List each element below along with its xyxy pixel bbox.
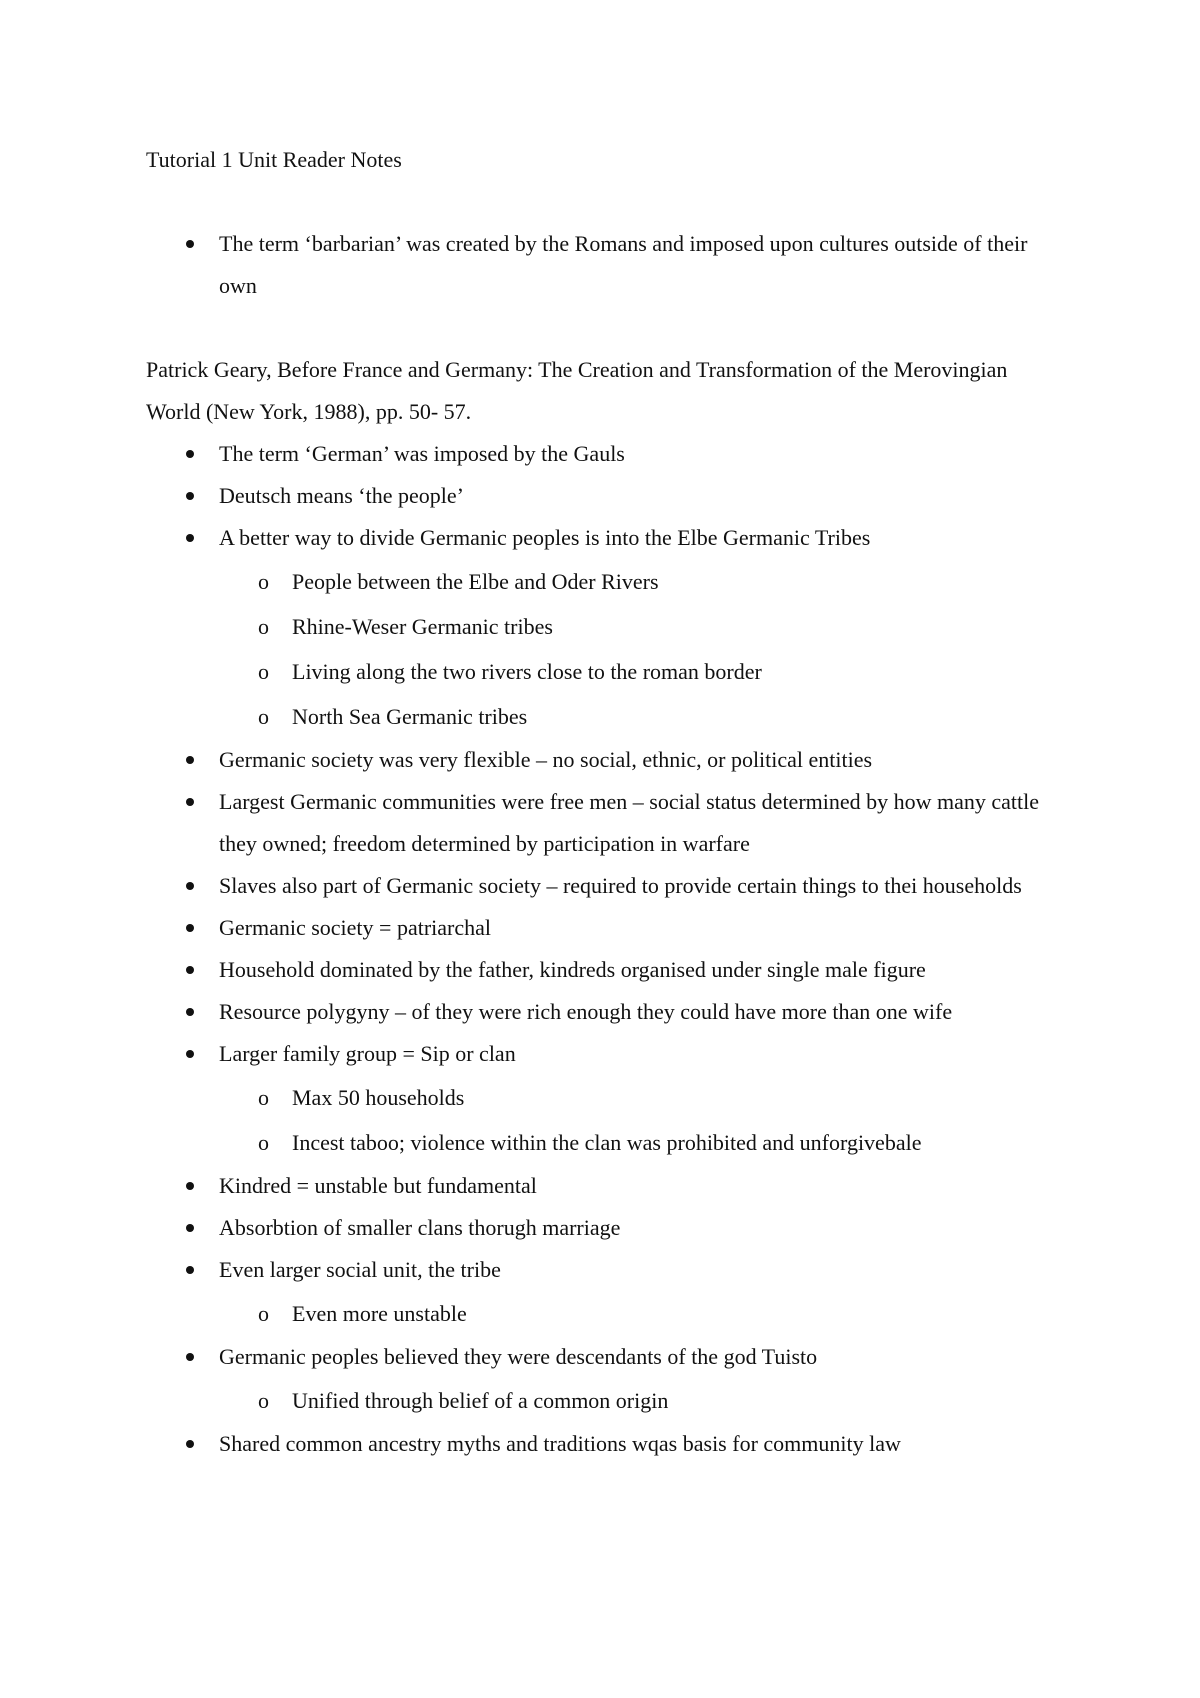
list-item: [146, 1165, 1046, 1207]
list-item-text: A better way to divide Germanic peoples is into the Elbe Germanic Tribes: [219, 525, 871, 550]
bullet-dot-icon: [186, 1050, 194, 1058]
bullet-dot-icon: [186, 1353, 194, 1361]
bullet-dot-icon: [186, 1266, 194, 1274]
sub-list-item: [219, 1378, 1046, 1423]
sub-bullet-icon: o: [258, 659, 269, 684]
list-item: [146, 517, 1046, 739]
sub-bullet-list: [219, 1291, 1046, 1336]
bullet-dot-icon: [186, 450, 194, 458]
sub-bullet-icon: o: [258, 569, 269, 594]
list-item: [146, 475, 1046, 517]
sub-bullet-icon: o: [258, 1085, 269, 1110]
sub-list-item-text: Living along the two rivers close to the roman border: [292, 659, 762, 684]
bullet-dot-icon: [186, 1440, 194, 1448]
sub-list-item: [219, 604, 1046, 649]
list-item-text: Deutsch means ‘the people’: [219, 483, 464, 508]
sub-bullet-list: [219, 1378, 1046, 1423]
bullet-dot-icon: [186, 240, 194, 248]
sub-bullet-icon: o: [258, 1388, 269, 1413]
list-item: [146, 949, 1046, 991]
bullet-dot-icon: [186, 924, 194, 932]
list-item: [146, 1033, 1046, 1165]
bullet-dot-icon: [186, 534, 194, 542]
sub-bullet-icon: o: [258, 1301, 269, 1326]
list-item-text: Germanic society was very flexible – no social, ethnic, or political entities: [219, 747, 873, 772]
bullet-dot-icon: [186, 1008, 194, 1016]
sub-bullet-icon: o: [258, 1130, 269, 1155]
sub-list-item: [219, 694, 1046, 739]
sub-list-item-text: Incest taboo; violence within the clan was prohibited and unforgivebale: [292, 1130, 922, 1155]
sub-list-item-text: Even more unstable: [292, 1301, 467, 1326]
list-item-text: Even larger social unit, the tribe: [219, 1257, 501, 1282]
list-item: [146, 781, 1046, 865]
bullet-dot-icon: [186, 798, 194, 806]
bullet-dot-icon: [186, 756, 194, 764]
list-item-text: Shared common ancestry myths and traditions wqas basis for community law: [219, 1431, 901, 1456]
list-item-text: Germanic society = patriarchal: [219, 915, 492, 940]
sub-bullet-list: [219, 1075, 1046, 1165]
intro-bullet-list: [146, 223, 1046, 307]
list-item-text: Largest Germanic communities were free men – social status determined by how many cattle they owned; freedom determined by participation in warfare: [219, 789, 1040, 856]
bullet-dot-icon: [186, 966, 194, 974]
list-item-text: Slaves also part of Germanic society – required to provide certain things to thei households: [219, 873, 1022, 898]
list-item-text: Larger family group = Sip or clan: [219, 1041, 516, 1066]
list-item-text: Resource polygyny – of they were rich enough they could have more than one wife: [219, 999, 953, 1024]
sub-list-item-text: North Sea Germanic tribes: [292, 704, 528, 729]
bullet-dot-icon: [186, 1224, 194, 1232]
sub-bullet-icon: o: [258, 704, 269, 729]
sub-list-item: [219, 559, 1046, 604]
list-item: [146, 433, 1046, 475]
sub-list-item-text: Unified through belief of a common origin: [292, 1388, 669, 1413]
document-title: Tutorial 1 Unit Reader Notes: [146, 147, 402, 172]
sub-list-item-text: Rhine-Weser Germanic tribes: [292, 614, 553, 639]
citation: Patrick Geary, Before France and Germany: The Creation and Transformation of the Merovingian World (New York, 1988), pp. 50- 57.: [146, 357, 1008, 424]
sub-bullet-icon: o: [258, 614, 269, 639]
sub-list-item: [219, 649, 1046, 694]
list-item-text: Household dominated by the father, kindreds organised under single male figure: [219, 957, 926, 982]
list-item-text: Germanic peoples believed they were descendants of the god Tuisto: [219, 1344, 818, 1369]
list-item: [146, 1423, 1046, 1465]
sub-bullet-list: [219, 559, 1046, 739]
sub-list-item-text: Max 50 households: [292, 1085, 465, 1110]
bullet-dot-icon: [186, 1182, 194, 1190]
list-item: [146, 907, 1046, 949]
list-item-text: The term ‘German’ was imposed by the Gauls: [219, 441, 625, 466]
list-item: [146, 991, 1046, 1033]
sub-list-item: [219, 1120, 1046, 1165]
bullet-dot-icon: [186, 882, 194, 890]
list-item: [146, 1249, 1046, 1336]
list-item: [146, 223, 1046, 307]
sub-list-item-text: People between the Elbe and Oder Rivers: [292, 569, 659, 594]
list-item: [146, 1207, 1046, 1249]
list-item-text: Absorbtion of smaller clans thorugh marriage: [219, 1215, 621, 1240]
list-item-text: Kindred = unstable but fundamental: [219, 1173, 537, 1198]
bullet-dot-icon: [186, 492, 194, 500]
sub-list-item: [219, 1075, 1046, 1120]
sub-list-item: [219, 1291, 1046, 1336]
list-item: [146, 739, 1046, 781]
list-item: [146, 1336, 1046, 1423]
main-bullet-list: [146, 433, 1046, 1465]
list-item-text: The term ‘barbarian’ was created by the Romans and imposed upon cultures outside of their own: [219, 231, 1028, 298]
list-item: [146, 865, 1046, 907]
